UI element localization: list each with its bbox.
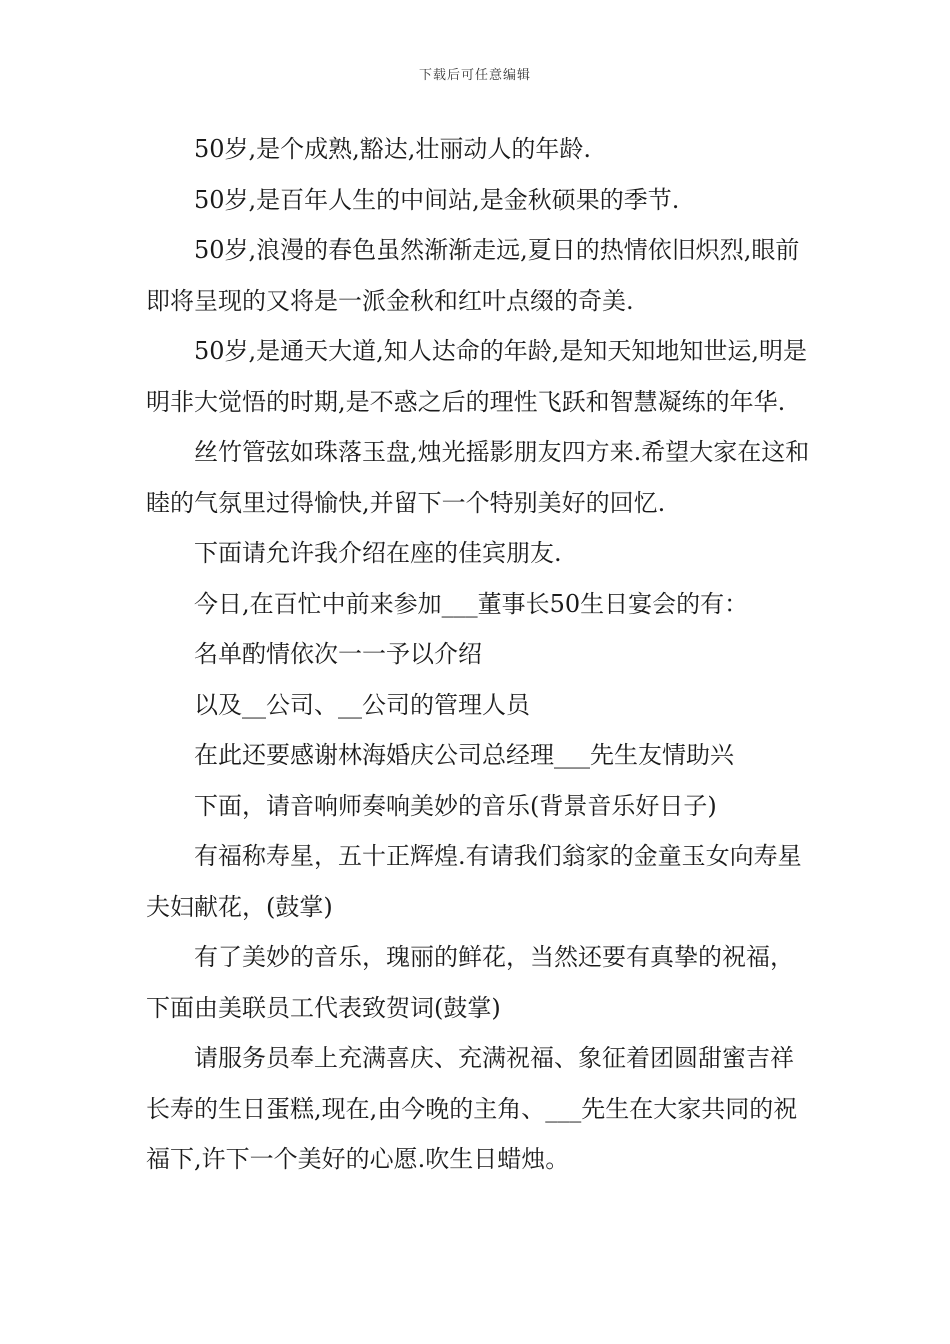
paragraph: 下面请允许我介绍在座的佳宾朋友. bbox=[194, 539, 562, 567]
paragraph: 名单酌情依次一一予以介绍 bbox=[194, 640, 482, 668]
page-header: 下载后可任意编辑 bbox=[418, 68, 531, 83]
paragraph: 今日,在百忙中前来参加___董事长50生日宴会的有： bbox=[194, 589, 749, 618]
paragraph: 请服务员奉上充满喜庆、充满祝福、象征着团圆甜蜜吉祥长寿的生日蛋糕,现在,由今晚的主角、___先生在大家共同的祝福下,许下一个美好的心愿.吹生日蜡烛。 bbox=[146, 1044, 798, 1173]
paragraph: 有了美妙的音乐，瑰丽的鲜花，当然还要有真挚的祝福，下面由美联员工代表致贺词(鼓掌) bbox=[146, 943, 794, 1022]
paragraph: 下面，请音响师奏响美妙的音乐(背景音乐好日子) bbox=[194, 791, 717, 820]
paragraph: 丝竹管弦如珠落玉盘,烛光摇影朋友四方来.希望大家在这和睦的气氛里过得愉快,并留下一个特别美好的回忆. bbox=[146, 438, 810, 517]
document-body bbox=[146, 124, 814, 1185]
paragraph: 50岁,是个成熟,豁达,壮丽动人的年龄. bbox=[194, 135, 592, 163]
paragraph: 有福称寿星，五十正辉煌.有请我们翁家的金童玉女向寿星夫妇献花，(鼓掌) bbox=[146, 842, 802, 921]
paragraph: 在此还要感谢林海婚庆公司总经理___先生友情助兴 bbox=[194, 741, 734, 769]
paragraph: 50岁,是百年人生的中间站,是金秋硕果的季节. bbox=[194, 185, 680, 214]
paragraph: 50岁,是通天大道,知人达命的年龄,是知天知地知世运,明是明非大觉悟的时期,是不惑之后的理性飞跃和智慧凝练的年华. bbox=[146, 337, 808, 416]
paragraph: 50岁,浪漫的春色虽然渐渐走远,夏日的热情依旧炽烈,眼前即将呈现的又将是一派金秋和红叶点缀的奇美. bbox=[146, 236, 800, 315]
paragraph: 以及__公司、__公司的管理人员 bbox=[194, 690, 530, 719]
